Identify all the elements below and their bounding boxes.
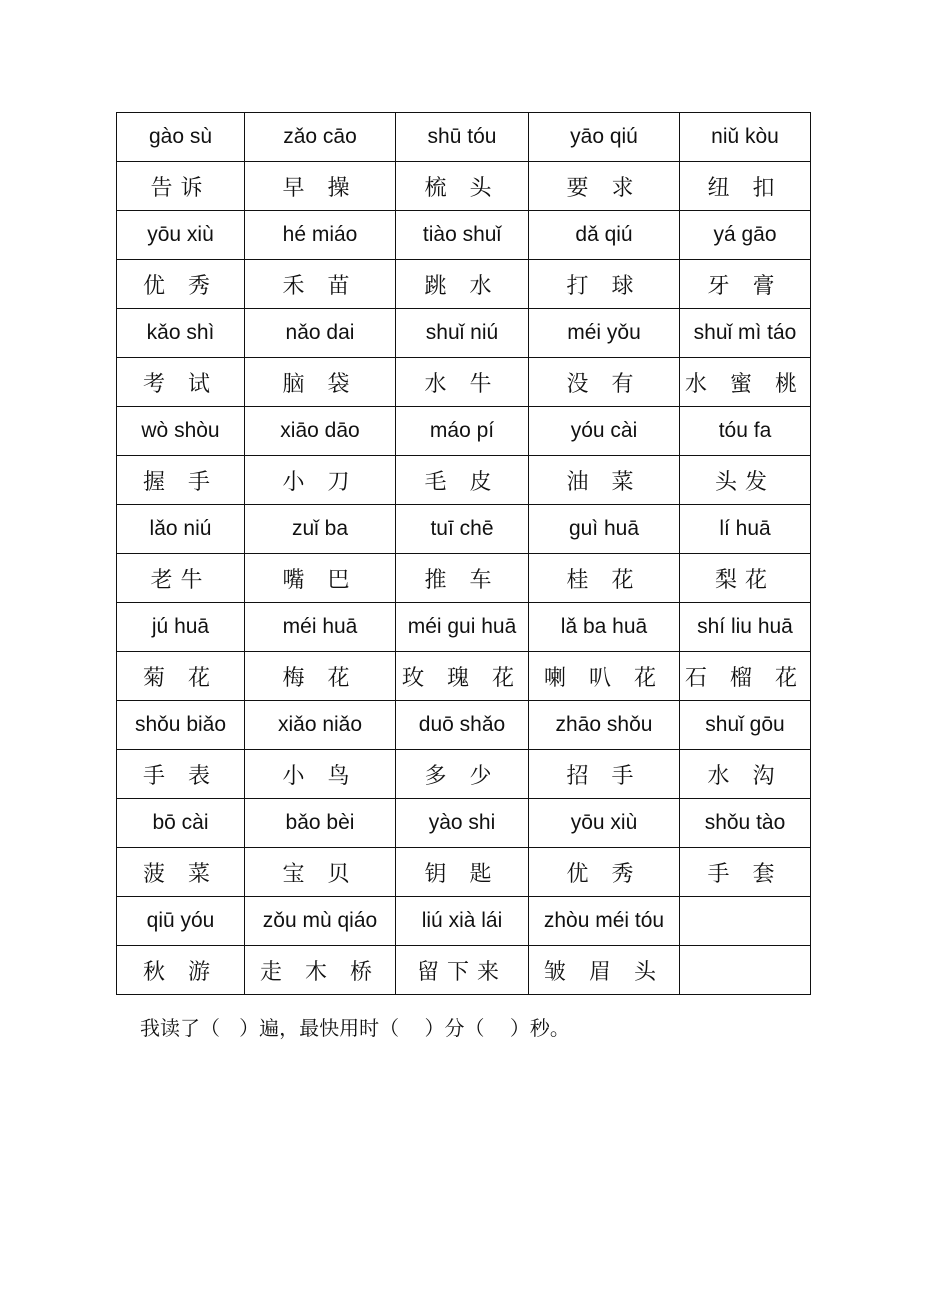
hanzi-cell: 告诉	[117, 162, 245, 211]
hanzi-cell: 优 秀	[117, 260, 245, 309]
pinyin-row	[117, 701, 811, 750]
hanzi-cell: 手 套	[680, 848, 811, 897]
hanzi-cell: 菊 花	[117, 652, 245, 701]
pinyin-cell: méi gui huā	[396, 603, 529, 652]
hanzi-cell: 小 鸟	[245, 750, 396, 799]
pinyin-cell: zǒu mù qiáo	[245, 897, 396, 946]
pinyin-cell: bō cài	[117, 799, 245, 848]
pinyin-cell: bǎo bèi	[245, 799, 396, 848]
hanzi-cell: 菠 菜	[117, 848, 245, 897]
pinyin-cell: shū tóu	[396, 113, 529, 162]
hanzi-row	[117, 260, 811, 309]
hanzi-cell: 招 手	[529, 750, 680, 799]
pinyin-cell: wò shòu	[117, 407, 245, 456]
hanzi-cell: 石 榴 花	[680, 652, 811, 701]
pinyin-cell: qiū yóu	[117, 897, 245, 946]
hanzi-cell	[680, 946, 811, 995]
pinyin-cell: tiào shuǐ	[396, 211, 529, 260]
pinyin-row	[117, 211, 811, 260]
pinyin-cell: zhāo shǒu	[529, 701, 680, 750]
hanzi-cell: 纽 扣	[680, 162, 811, 211]
hanzi-cell: 头发	[680, 456, 811, 505]
hanzi-cell: 喇 叭 花	[529, 652, 680, 701]
hanzi-cell: 打 球	[529, 260, 680, 309]
pinyin-cell: máo pí	[396, 407, 529, 456]
hanzi-row	[117, 358, 811, 407]
hanzi-cell: 玫 瑰 花	[396, 652, 529, 701]
hanzi-cell: 秋 游	[117, 946, 245, 995]
hanzi-row	[117, 848, 811, 897]
pinyin-cell: xiǎo niǎo	[245, 701, 396, 750]
hanzi-row	[117, 456, 811, 505]
hanzi-cell: 推 车	[396, 554, 529, 603]
hanzi-cell: 手 表	[117, 750, 245, 799]
pinyin-cell: yóu cài	[529, 407, 680, 456]
table-body	[117, 113, 811, 995]
hanzi-cell: 桂 花	[529, 554, 680, 603]
hanzi-cell: 老牛	[117, 554, 245, 603]
pinyin-cell: zǎo cāo	[245, 113, 396, 162]
pinyin-cell: yào shi	[396, 799, 529, 848]
pinyin-row	[117, 407, 811, 456]
pinyin-row	[117, 799, 811, 848]
pinyin-cell: xiāo dāo	[245, 407, 396, 456]
pinyin-cell: zhòu méi tóu	[529, 897, 680, 946]
hanzi-cell: 梅 花	[245, 652, 396, 701]
pinyin-cell: tuī chē	[396, 505, 529, 554]
pinyin-cell: shǒu biǎo	[117, 701, 245, 750]
hanzi-cell: 梳 头	[396, 162, 529, 211]
hanzi-cell: 跳 水	[396, 260, 529, 309]
pinyin-cell: yōu xiù	[529, 799, 680, 848]
pinyin-cell: lí huā	[680, 505, 811, 554]
hanzi-cell: 水 牛	[396, 358, 529, 407]
pinyin-cell: lǎo niú	[117, 505, 245, 554]
pinyin-row	[117, 505, 811, 554]
pinyin-row	[117, 113, 811, 162]
pinyin-cell: niǔ kòu	[680, 113, 811, 162]
pinyin-cell: shuǐ niú	[396, 309, 529, 358]
pinyin-cell: duō shǎo	[396, 701, 529, 750]
hanzi-cell: 皱 眉 头	[529, 946, 680, 995]
hanzi-cell: 牙 膏	[680, 260, 811, 309]
pinyin-cell: dǎ qiú	[529, 211, 680, 260]
pinyin-row	[117, 309, 811, 358]
hanzi-cell: 没 有	[529, 358, 680, 407]
hanzi-row	[117, 162, 811, 211]
hanzi-cell: 脑 袋	[245, 358, 396, 407]
reading-record-line: 我读了（ ）遍，最快用时（ ）分（ ）秒。	[140, 1016, 570, 1040]
pinyin-row	[117, 603, 811, 652]
hanzi-cell: 嘴 巴	[245, 554, 396, 603]
pinyin-cell: gào sù	[117, 113, 245, 162]
pinyin-cell	[680, 897, 811, 946]
pinyin-cell: shuǐ gōu	[680, 701, 811, 750]
pinyin-cell: méi huā	[245, 603, 396, 652]
pinyin-cell: guì huā	[529, 505, 680, 554]
hanzi-row	[117, 750, 811, 799]
hanzi-cell: 握 手	[117, 456, 245, 505]
hanzi-cell: 水 沟	[680, 750, 811, 799]
pinyin-cell: lǎ ba huā	[529, 603, 680, 652]
hanzi-row	[117, 652, 811, 701]
pinyin-cell: shí liu huā	[680, 603, 811, 652]
pinyin-cell: liú xià lái	[396, 897, 529, 946]
pinyin-cell: shuǐ mì táo	[680, 309, 811, 358]
pinyin-cell: méi yǒu	[529, 309, 680, 358]
pinyin-cell: yá gāo	[680, 211, 811, 260]
hanzi-cell: 走 木 桥	[245, 946, 396, 995]
pinyin-cell: jú huā	[117, 603, 245, 652]
hanzi-cell: 毛 皮	[396, 456, 529, 505]
pinyin-cell: kǎo shì	[117, 309, 245, 358]
hanzi-row	[117, 946, 811, 995]
hanzi-cell: 早 操	[245, 162, 396, 211]
hanzi-cell: 水 蜜 桃	[680, 358, 811, 407]
hanzi-cell: 油 菜	[529, 456, 680, 505]
hanzi-cell: 优 秀	[529, 848, 680, 897]
pinyin-word-table	[116, 112, 811, 995]
hanzi-cell: 宝 贝	[245, 848, 396, 897]
hanzi-cell: 小 刀	[245, 456, 396, 505]
hanzi-cell: 钥 匙	[396, 848, 529, 897]
pinyin-cell: yāo qiú	[529, 113, 680, 162]
pinyin-row	[117, 897, 811, 946]
hanzi-cell: 考 试	[117, 358, 245, 407]
hanzi-row	[117, 554, 811, 603]
pinyin-cell: yōu xiù	[117, 211, 245, 260]
pinyin-cell: zuǐ ba	[245, 505, 396, 554]
hanzi-cell: 多 少	[396, 750, 529, 799]
pinyin-cell: nǎo dai	[245, 309, 396, 358]
pinyin-cell: shǒu tào	[680, 799, 811, 848]
hanzi-cell: 要 求	[529, 162, 680, 211]
pinyin-cell: hé miáo	[245, 211, 396, 260]
hanzi-cell: 梨花	[680, 554, 811, 603]
hanzi-cell: 禾 苗	[245, 260, 396, 309]
hanzi-cell: 留下来	[396, 946, 529, 995]
pinyin-cell: tóu fa	[680, 407, 811, 456]
